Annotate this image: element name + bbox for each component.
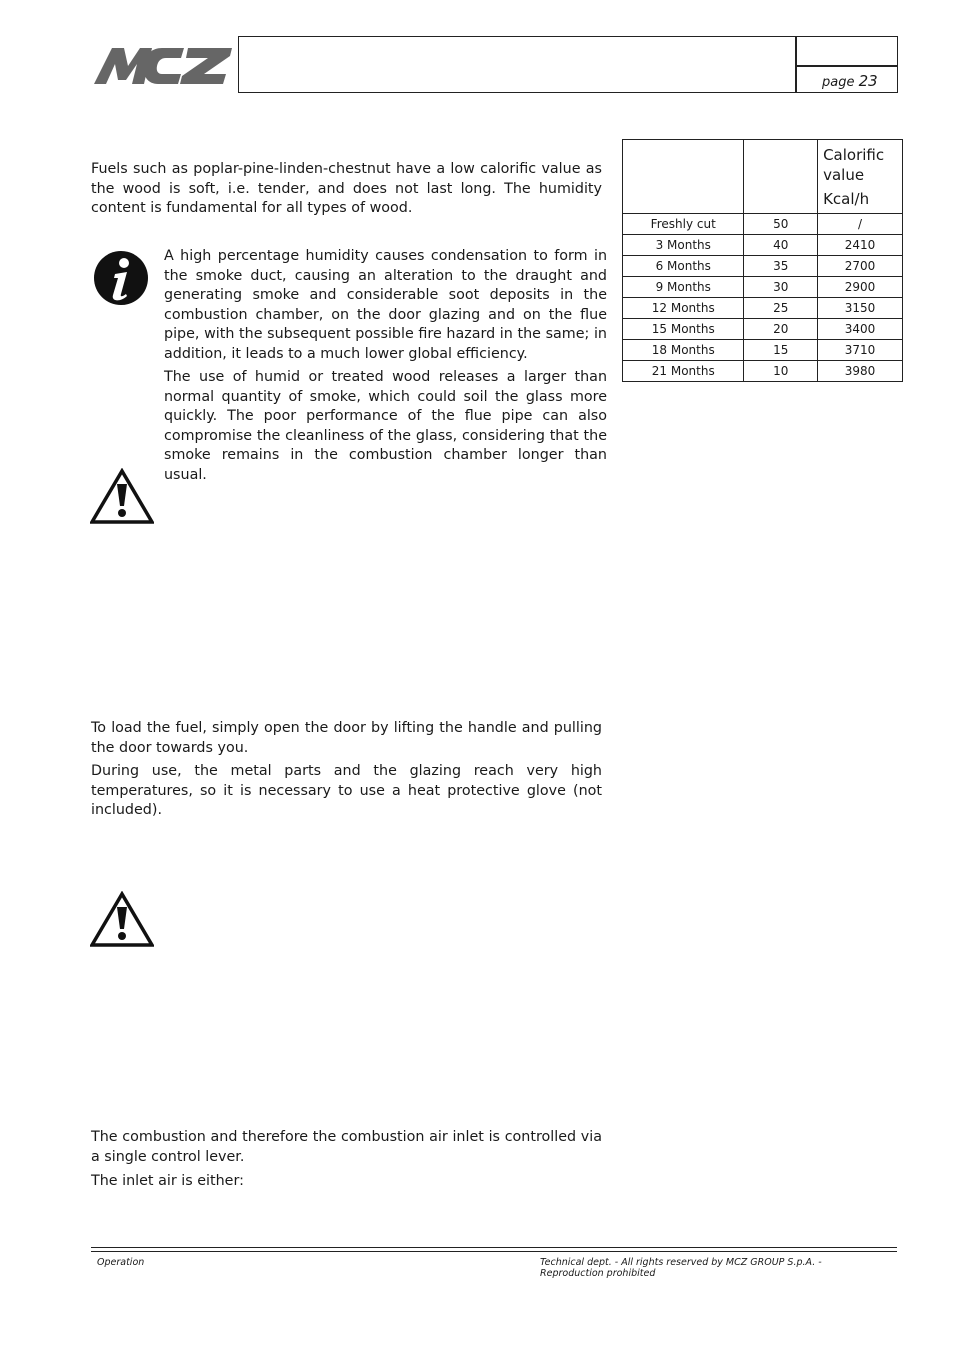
footer-section-label: Operation [97,1257,145,1268]
info-paragraph-1: A high percentage humidity causes condensation to form in the smoke duct, causing an alteration to the draught and generating smoke and considerable soot deposits in the combustion chamber, on the door glazing and on the flue pipe, with the subsequent possible fire hazard in the same; in addition, it leads to a much lower global efficiency. [164,248,607,362]
header-page-box-top [795,36,898,67]
cell-humidity: 25 [744,298,818,319]
cell-age: 15 Months [623,319,744,340]
cell-value: 3400 [818,319,903,340]
table-row [623,361,903,382]
warning-triangle-icon [90,891,154,947]
cell-humidity: 50 [744,214,818,235]
cell-age: Freshly cut [623,214,744,235]
cell-humidity: 30 [744,277,818,298]
cell-age: 18 Months [623,340,744,361]
footer-divider-top [91,1247,897,1248]
mcz-logo [92,44,234,86]
combustion-paragraph-2: The inlet air is either: [91,1173,244,1189]
header-calorific-unit: Kcal/h [823,190,870,208]
warning-triangle-icon [90,468,154,524]
header-calorific-label: Calorific value [823,146,885,184]
mcz-logo-graphic [92,44,234,86]
cell-value: / [818,214,903,235]
table-header-row [623,140,903,214]
footer-divider-bottom [91,1251,897,1252]
table-row [623,235,903,256]
table-row [623,214,903,235]
cell-age: 12 Months [623,298,744,319]
cell-age: 9 Months [623,277,744,298]
footer-copyright: Technical dept. - All rights reserved by MCZ GROUP S.p.A. - Reproduction prohibited [540,1257,822,1279]
cell-value: 2700 [818,256,903,277]
page-label: page [822,75,855,90]
table-row [623,277,903,298]
page-number-value: 23 [858,72,878,90]
cell-age: 6 Months [623,256,744,277]
cell-value: 3980 [818,361,903,382]
cell-humidity: 10 [744,361,818,382]
info-paragraph-2: The use of humid or treated wood releases a larger than normal quantity of smoke, which could soil the glass more quickly. The poor performance of the flue pipe can also compromise the cleanliness of the glass, considering that the smoke remains in the combustion chamber longer than usual. [164,369,607,483]
cell-value: 3710 [818,340,903,361]
combustion-paragraph-1: The combustion and therefore the combustion air inlet is controlled via a single control lever. [91,1129,602,1165]
table-row [623,340,903,361]
loading-paragraph-1: To load the fuel, simply open the door by lifting the handle and pulling the door towards you. [91,720,602,756]
cell-humidity: 35 [744,256,818,277]
table-row [623,256,903,277]
intro-paragraph: Fuels such as poplar-pine-linden-chestnut have a low calorific value as the wood is soft, i.e. tender, and does not last long. The humidity content is fundamental for all types of wood. [91,161,602,217]
header-cell-age [623,140,744,214]
cell-age: 21 Months [623,361,744,382]
cell-value: 3150 [818,298,903,319]
cell-age: 3 Months [623,235,744,256]
header-cell-humidity [744,140,818,214]
cell-value: 2410 [818,235,903,256]
header-page-box [795,65,898,93]
header-cell-calorific [818,140,903,214]
table-row [623,298,903,319]
page-number [822,72,878,90]
calorific-value-table [622,139,903,382]
cell-humidity: 40 [744,235,818,256]
cell-humidity: 15 [744,340,818,361]
loading-paragraph-2: During use, the metal parts and the glazing reach very high temperatures, so it is necessary to use a heat protective glove (not included). [91,763,602,819]
cell-humidity: 20 [744,319,818,340]
cell-value: 2900 [818,277,903,298]
table-row [623,319,903,340]
header-title-box [238,36,797,93]
info-icon [93,250,149,306]
